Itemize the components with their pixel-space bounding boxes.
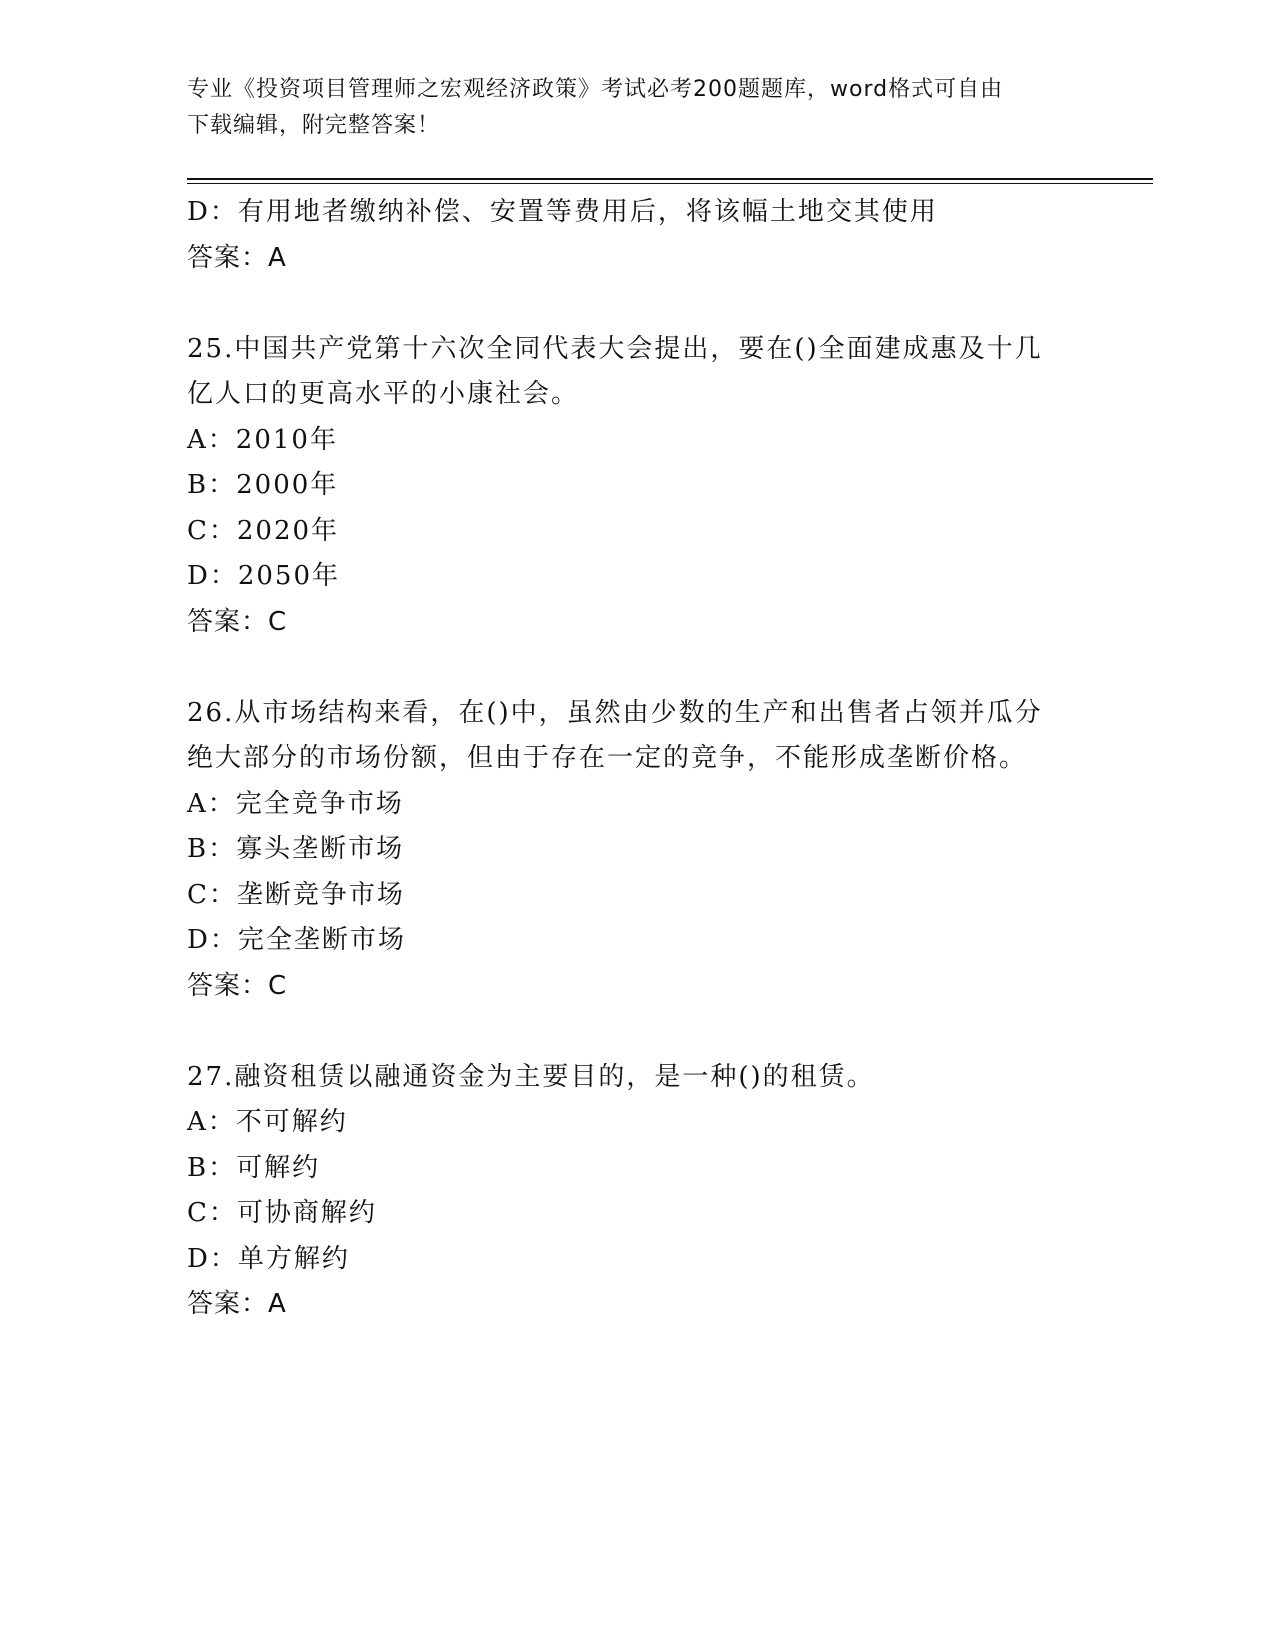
- option-d: D：2050年: [187, 561, 341, 591]
- answer: 答案：C: [187, 606, 288, 637]
- option-b: B：寡头垄断市场: [187, 834, 405, 864]
- header-line-2: 下载编辑，附完整答案！: [187, 113, 441, 138]
- document-header: [187, 72, 1087, 144]
- question-stem: 26.从市场结构来看，在()中，虽然由少数的生产和出售者占领并瓜分: [187, 697, 1043, 728]
- question-stem-continued: 绝大部分的市场份额，但由于存在一定的竞争，不能形成垄断价格。: [187, 743, 1028, 773]
- header-divider-thin: [187, 183, 1153, 184]
- option-c: C：垄断竞争市场: [187, 879, 405, 910]
- question-26: [187, 691, 1107, 1010]
- question-list: [187, 190, 1107, 1328]
- option-a: A：2010年: [187, 424, 338, 455]
- question-stem: 27.融资租赁以融通资金为主要目的，是一种()的租赁。: [187, 1061, 875, 1092]
- option-c: C：2020年: [187, 515, 340, 546]
- option-a: A：不可解约: [187, 1107, 348, 1137]
- option-b: B：可解约: [187, 1152, 321, 1183]
- header-line-1: 专业《投资项目管理师之宏观经济政策》考试必考200题题库，word格式可自由: [187, 77, 1004, 102]
- option-c: C：可协商解约: [187, 1198, 377, 1228]
- question-27: [187, 1055, 1107, 1328]
- header-divider-thick: [187, 178, 1153, 180]
- option-d: D：单方解约: [187, 1243, 350, 1274]
- spacer: [187, 1009, 1107, 1055]
- option-d: D：完全垄断市场: [187, 925, 406, 955]
- option-a: A：完全竞争市场: [187, 788, 404, 819]
- prev-answer: 答案：A: [187, 242, 287, 273]
- answer: 答案：A: [187, 1289, 287, 1319]
- spacer: [187, 645, 1107, 691]
- spacer: [187, 281, 1107, 327]
- answer: 答案：C: [187, 970, 288, 1001]
- question-stem-continued: 亿人口的更高水平的小康社会。: [187, 379, 580, 409]
- question-25: [187, 327, 1107, 646]
- prev-option-d: D：有用地者缴纳补偿、安置等费用后，将该幅土地交其使用: [187, 197, 938, 227]
- option-b: B：2000年: [187, 470, 339, 500]
- question-stem: 25.中国共产党第十六次全同代表大会提出，要在()全面建成惠及十几: [187, 333, 1043, 364]
